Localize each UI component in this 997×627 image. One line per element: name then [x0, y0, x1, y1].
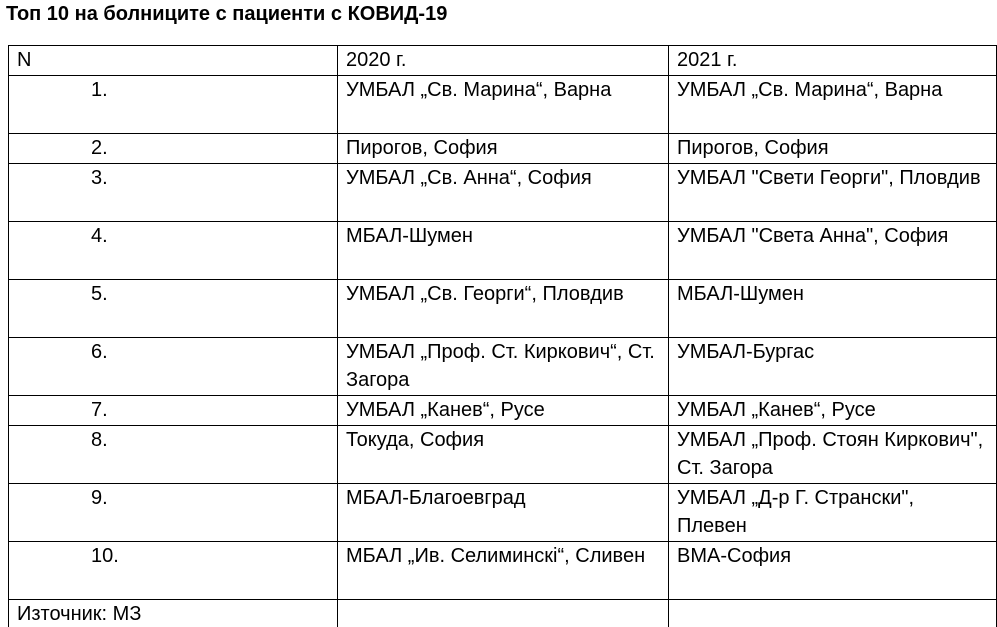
table-row — [9, 542, 997, 600]
hospital-2020-cell: УМБАЛ „Проф. Ст. Киркович“, Ст. Загора — [338, 338, 669, 396]
hospital-2021-cell: УМБАЛ „Канев“, Русе — [669, 396, 997, 426]
hospital-2020-cell: МБАЛ-Благоевград — [338, 484, 669, 542]
table-row — [9, 134, 997, 164]
rank-cell: 4. — [9, 222, 338, 280]
hospitals-table — [8, 45, 997, 627]
table-row — [9, 484, 997, 542]
hospital-2021-cell: УМБАЛ „Св. Марина“, Варна — [669, 76, 997, 134]
rank-cell: 2. — [9, 134, 338, 164]
hospital-2021-cell: УМБАЛ „Д-р Г. Странски", Плевен — [669, 484, 997, 542]
header-cell-2021: 2021 г. — [669, 46, 997, 76]
table-row — [9, 426, 997, 484]
hospital-2020-cell: МБАЛ „Ив. Селиминскi“, Сливен — [338, 542, 669, 600]
table-header-row — [9, 46, 997, 76]
table-row — [9, 396, 997, 426]
header-cell-number: N — [9, 46, 338, 76]
hospital-2020-cell: УМБАЛ „Св. Георги“, Пловдив — [338, 280, 669, 338]
table-row — [9, 164, 997, 222]
table-title: Топ 10 на болниците с пациенти с КОВИД-19 — [6, 3, 448, 25]
rank-cell: 10. — [9, 542, 338, 600]
rank-cell: 6. — [9, 338, 338, 396]
empty-cell — [338, 600, 669, 627]
table-row — [9, 280, 997, 338]
hospital-2020-cell: Токуда, София — [338, 426, 669, 484]
header-cell-2020: 2020 г. — [338, 46, 669, 76]
rank-cell: 1. — [9, 76, 338, 134]
hospital-2021-cell: УМБАЛ "Свети Георги", Пловдив — [669, 164, 997, 222]
hospital-2021-cell: Пирогов, София — [669, 134, 997, 164]
hospital-2020-cell: УМБАЛ „Св. Анна“, София — [338, 164, 669, 222]
hospital-2021-cell: УМБАЛ-Бургас — [669, 338, 997, 396]
hospital-2020-cell: Пирогов, София — [338, 134, 669, 164]
table-row — [9, 76, 997, 134]
hospital-2021-cell: УМБАЛ "Света Анна", София — [669, 222, 997, 280]
hospital-2021-cell: ВМА-София — [669, 542, 997, 600]
empty-cell — [669, 600, 997, 627]
hospital-2020-cell: МБАЛ-Шумен — [338, 222, 669, 280]
rank-cell: 8. — [9, 426, 338, 484]
hospital-2020-cell: УМБАЛ „Св. Марина“, Варна — [338, 76, 669, 134]
rank-cell: 7. — [9, 396, 338, 426]
table-row — [9, 338, 997, 396]
hospital-2021-cell: УМБАЛ „Проф. Стоян Киркович", Ст. Загора — [669, 426, 997, 484]
table-row — [9, 222, 997, 280]
hospital-2021-cell: МБАЛ-Шумен — [669, 280, 997, 338]
source-row — [9, 600, 997, 627]
rank-cell: 3. — [9, 164, 338, 222]
source-note: Източник: МЗ — [9, 600, 338, 627]
rank-cell: 5. — [9, 280, 338, 338]
rank-cell: 9. — [9, 484, 338, 542]
hospital-2020-cell: УМБАЛ „Канев“, Русе — [338, 396, 669, 426]
